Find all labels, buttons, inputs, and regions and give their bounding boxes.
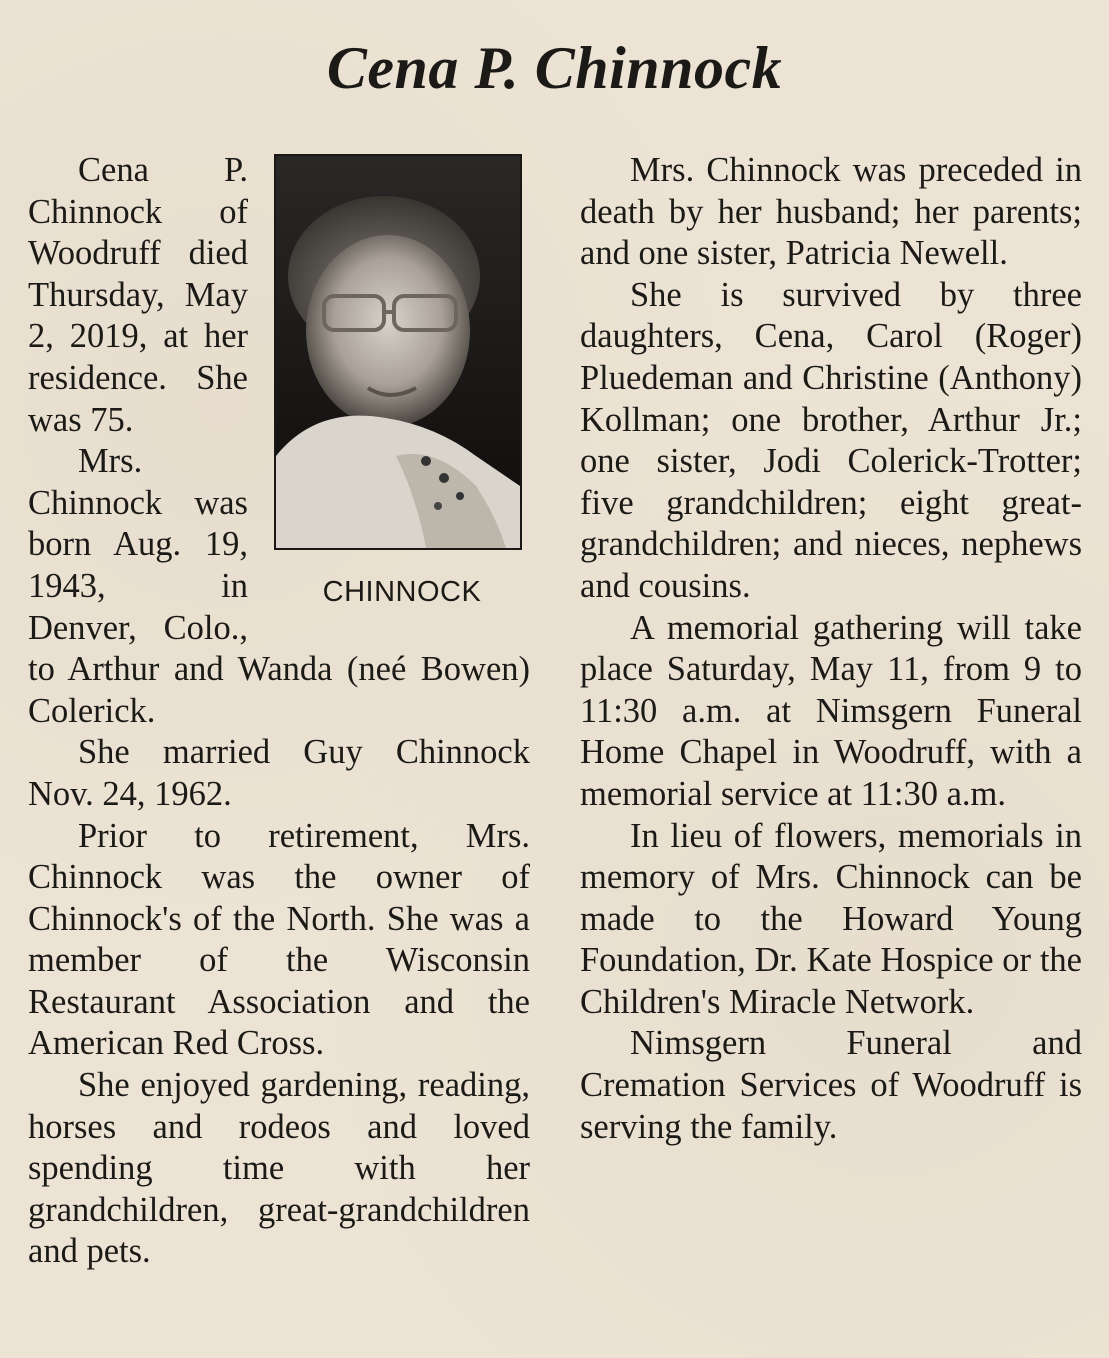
obituary-headline: Cena P. Chinnock <box>326 35 783 101</box>
paragraph: Cena P. Chinnock of Woodruff died Thursday, May 2, 2019, at her residence. She was 75. <box>28 151 248 439</box>
paragraph: Prior to retirement, Mrs. Chinnock was the owner of Chinnock's of the North. She was a member of the Wisconsin Restaurant Association and the American Red Cross. <box>28 816 530 1063</box>
portrait-photo <box>274 154 522 550</box>
portrait-image <box>276 156 520 548</box>
right-column <box>580 150 1082 1148</box>
left-column <box>28 150 530 1273</box>
paragraph: A memorial gathering will take place Saturday, May 11, from 9 to 11:30 a.m. at Nimsgern Funeral Home Chapel in Woodruff, with a memorial service at 11:30 a.m. <box>580 608 1082 813</box>
photo-caption: CHINNOCK <box>322 576 482 608</box>
photo-block <box>274 154 530 612</box>
paragraph: She enjoyed gardening, reading, horses and rodeos and loved spending time with her grandchildren, great-grandchildren and pets. <box>28 1066 530 1271</box>
paragraph: In lieu of flowers, memorials in memory of Mrs. Chinnock can be made to the Howard Young Foundation, Dr. Kate Hospice or the Children's Miracle Network. <box>580 816 1082 1021</box>
paragraph: She married Guy Chinnock Nov. 24, 1962. <box>28 733 530 813</box>
paragraph: Mrs. Chinnock was born Aug. 19, 1943, in Denver, Colo., to Arthur and Wanda (neé Bowen) Colerick. <box>28 442 530 730</box>
paragraph: She is survived by three daughters, Cena, Carol (Roger) Pluedeman and Christine (Anthony) Kollman; one brother, Arthur Jr.; one sister, Jodi Colerick-Trotter; five grandchildren; eight great-grandchildren; and nieces, nephews and cousins. <box>580 275 1082 605</box>
paragraph: Mrs. Chinnock was preceded in death by her husband; her parents; and one sister, Patricia Newell. <box>580 151 1082 273</box>
paragraph: Nimsgern Funeral and Cremation Services of Woodruff is serving the family. <box>580 1024 1082 1146</box>
